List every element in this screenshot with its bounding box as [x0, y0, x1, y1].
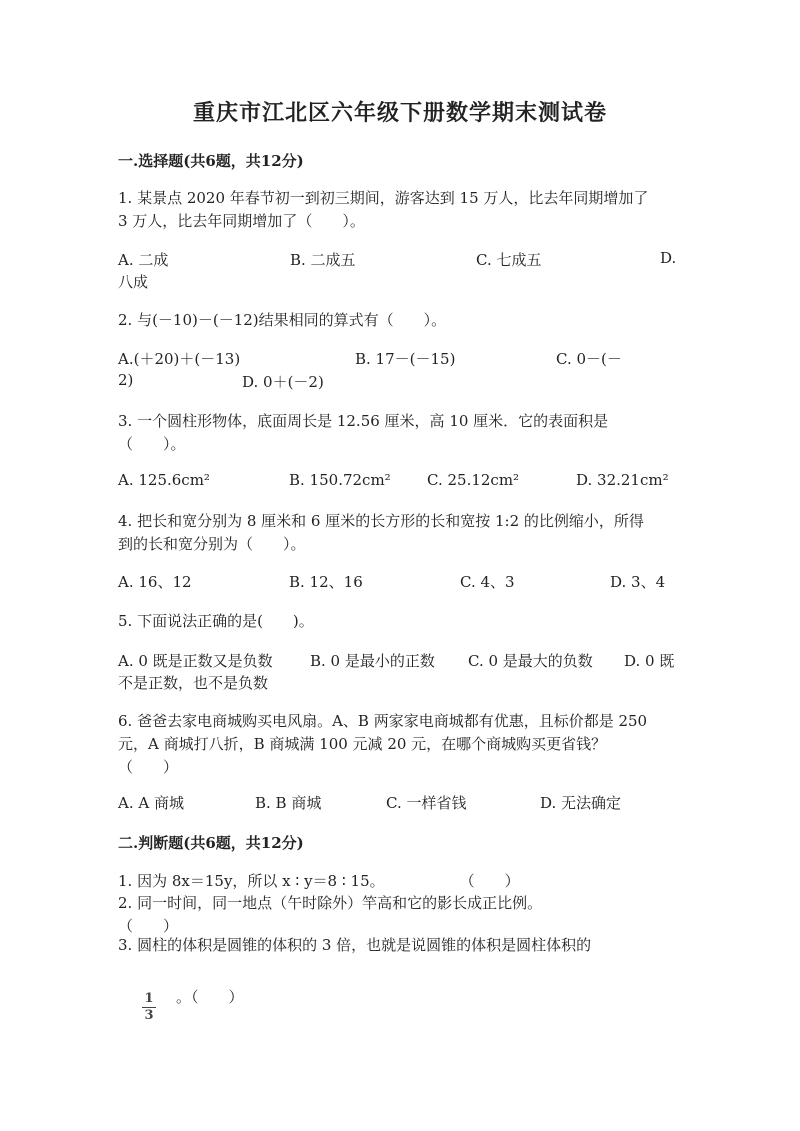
question-6-line-2: 元，A 商城打八折，B 商城满 100 元减 20 元，在哪个商城购买更省钱？ [118, 735, 607, 753]
judgement-2-line-2: （ ） [118, 917, 179, 935]
judgement-2 [118, 892, 678, 938]
q5-option-d-part-2: 不是正数，也不是负数 [118, 674, 269, 692]
question-5: 5. 下面说法正确的是( )。 [118, 612, 314, 630]
q1-option-c: C. 七成五 [476, 251, 542, 269]
q3-option-b: B. 150.72cm² [289, 471, 391, 489]
question-6-line-3: （ ） [118, 758, 179, 776]
q3-option-a: A. 125.6cm² [118, 471, 210, 489]
q6-option-b: B. B 商城 [255, 794, 322, 812]
q1-option-a: A. 二成 [118, 251, 169, 269]
question-1-line-2: 3 万人，比去年同期增加了（ ）。 [118, 212, 365, 230]
page-title: 重庆市江北区六年级下册数学期末测试卷 [192, 100, 607, 126]
q2-option-d: D. 0＋(－2) [242, 373, 324, 391]
q4-option-d: D. 3、4 [610, 573, 666, 591]
q5-option-a: A. 0 既是正数又是负数 [118, 652, 273, 670]
q3-option-c: C. 25.12cm² [427, 471, 520, 489]
q2-option-a: A.(＋20)＋(－13) [118, 350, 241, 368]
question-3 [118, 410, 678, 456]
q5-option-d-part-1: D. 0 既 [624, 652, 675, 670]
q6-option-c: C. 一样省钱 [386, 794, 467, 812]
q3-option-d: D. 32.21cm² [576, 471, 669, 489]
fraction-denominator: 3 [144, 1008, 154, 1023]
q2-option-b: B. 17－(－15) [355, 350, 456, 368]
q5-option-c: C. 0 是最大的负数 [468, 652, 593, 670]
q4-option-a: A. 16、12 [118, 573, 192, 591]
q2-option-c-part-1: C. 0－(－ [556, 350, 622, 368]
judgement-3-tail: 。（ ） [176, 988, 244, 1006]
section-heading-judgement: 二.判断题(共6题，共12分) [118, 834, 304, 852]
judgement-3: 3. 圆柱的体积是圆锥的体积的 3 倍，也就是说圆锥的体积是圆柱体积的 [118, 936, 592, 954]
q2-option-c-part-2: 2) [118, 371, 134, 389]
question-6-line-1: 6. 爸爸去家电商城购买电风扇。A、B 两家家电商城都有优惠，且标价都是 250 [118, 712, 648, 730]
question-4 [118, 510, 678, 556]
q1-option-d-text: 八成 [118, 273, 149, 291]
question-3-line-1: 3. 一个圆柱形物体，底面周长是 12.56 厘米，高 10 厘米．它的表面积是 [118, 412, 609, 430]
question-6 [118, 710, 678, 779]
judgement-1: 1. 因为 8x＝15y，所以 x ∶ y＝8 ∶ 15。 （ ） [118, 872, 520, 890]
q5-option-b: B. 0 是最小的正数 [310, 652, 435, 670]
q1-option-b: B. 二成五 [290, 251, 356, 269]
question-4-line-1: 4. 把长和宽分别为 8 厘米和 6 厘米的长方形的长和宽按 1:2 的比例缩小，所得 [118, 512, 644, 530]
q6-option-d: D. 无法确定 [540, 794, 622, 812]
question-3-line-2: （ ）。 [118, 435, 186, 453]
fraction-one-third [142, 992, 156, 1023]
q4-option-b: B. 12、16 [289, 573, 363, 591]
question-4-line-2: 到的长和宽分别为（ ）。 [118, 535, 306, 553]
q4-option-c: C. 4、3 [460, 573, 515, 591]
section-heading-choice: 一.选择题(共6题，共12分) [118, 152, 304, 170]
judgement-2-line-1: 2. 同一时间，同一地点（午时除外）竿高和它的影长成正比例。 [118, 894, 543, 912]
question-1 [118, 187, 678, 233]
question-2: 2. 与(－10)－(－12)结果相同的算式有（ ）。 [118, 311, 447, 329]
fraction-numerator: 1 [144, 991, 154, 1006]
question-1-line-1: 1. 某景点 2020 年春节初一到初三期间，游客达到 15 万人，比去年同期增加了 [118, 189, 649, 207]
q1-option-d-label: D. [660, 249, 677, 267]
q6-option-a: A. A 商城 [118, 794, 184, 812]
